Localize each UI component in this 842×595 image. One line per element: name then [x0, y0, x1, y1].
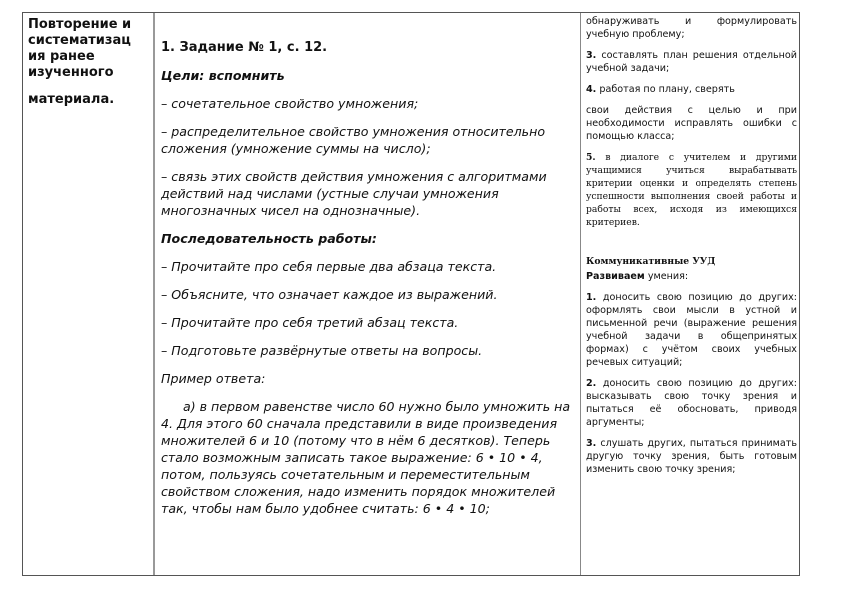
column-divider [580, 13, 581, 575]
goal-item: – связь этих свойств действия умножения с алгоритмами действий над числами (устные случаи умножения многозначных чисел на однозначные). [161, 169, 547, 218]
item-text: в диалоге с учителем и другими учащимися учиться вырабатывать критерии оценки и определять степень успешности выполнения своей работы и работы всех, исходя из имеющихся критериев. [586, 152, 797, 228]
lesson-table [22, 12, 800, 576]
develop-rest: умения: [644, 271, 689, 282]
example-text: а) в первом равенстве число 60 нужно было умножить на 4. Для этого 60 сначала представили в виде произведения множителей 6 и 10 (потому что в нём 6 десятков). Теперь стало возможным записать такое выражение: 6 • 10 • 4, потом, пользуясь сочетательным и переместительным свойством сложения, надо изменить порядок множителей так, чтобы нам было удобнее считать: 6 • 4 • 10; [161, 399, 571, 516]
sequence-label: Последовательность работы: [161, 231, 377, 246]
step-item: – Объясните, что означает каждое из выражений. [161, 287, 498, 302]
step-item: – Подготовьте развёрнутые ответы на вопросы. [161, 343, 483, 358]
item-text: доносить свою позицию до других: оформлять свои мысли в устной и письменной речи (выражение решения учебной задачи в общепринятых формах) с учётом своих учебных речевых ситуаций; [586, 292, 797, 368]
goals-label: Цели: вспомнить [161, 68, 285, 83]
item-number: 4. [586, 84, 597, 95]
content-column [161, 39, 573, 517]
uud-column [586, 15, 797, 484]
item-number: 2. [586, 378, 597, 389]
item-number: 3. [586, 50, 597, 61]
develop-bold: Развиваем [586, 271, 645, 282]
uud-section-title: Коммуникативные УУД [586, 256, 716, 267]
uud-item [586, 83, 797, 96]
goal-item: – сочетательное свойство умножения; [161, 96, 419, 111]
stage-column [28, 17, 150, 108]
uud-item [586, 49, 797, 75]
item-text: работая по плану, сверять [596, 84, 735, 95]
develop-label [586, 270, 797, 283]
item-number: 5. [586, 152, 596, 163]
example-label: Пример ответа: [161, 371, 266, 386]
item-text: слушать других, пытаться принимать другую точку зрения, быть готовым изменить свою точку зрения; [586, 438, 797, 475]
step-item: – Прочитайте про себя первые два абзаца текста. [161, 259, 497, 274]
uud-item: обнаруживать и формулировать учебную проблему; [586, 16, 797, 40]
stage-title: Повторение и систематизац ия ранее изученного [28, 17, 132, 80]
uud-item [586, 151, 797, 229]
uud-item [586, 437, 797, 476]
item-number: 1. [586, 292, 597, 303]
uud-item: свои действия с целью и при необходимости исправлять ошибки с помощью класса; [586, 105, 797, 142]
column-divider [153, 13, 155, 575]
uud-item [586, 377, 797, 429]
item-number: 3. [586, 438, 597, 449]
goal-item: – распределительное свойство умножения относительно сложения (умножение суммы на число); [161, 124, 546, 156]
item-text: составлять план решения отдельной учебной задачи; [586, 50, 797, 74]
task-heading: 1. Задание № 1, с. 12. [161, 40, 328, 55]
step-item: – Прочитайте про себя третий абзац текста. [161, 315, 459, 330]
stage-title-tail: материала. [28, 92, 115, 107]
uud-item [586, 291, 797, 369]
item-text: доносить свою позицию до других: высказывать свою точку зрения и пытаться её обосновать, приводя аргументы; [586, 378, 797, 428]
